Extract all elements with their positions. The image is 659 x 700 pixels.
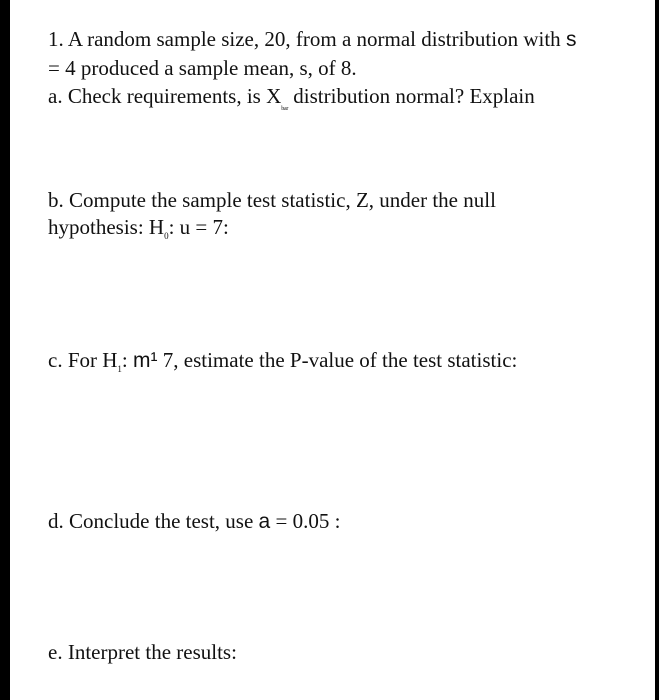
part-c-suffix: 7, estimate the P-value of the test statistic: xyxy=(157,348,518,372)
part-a-subscript: bar xyxy=(281,106,289,112)
mu-not-equal-symbol: m¹ xyxy=(133,349,158,372)
part-d-prefix: d. Conclude the test, use xyxy=(48,509,259,533)
part-a xyxy=(48,83,535,116)
part-b-line-1 xyxy=(48,187,496,214)
sigma-symbol: s xyxy=(565,28,577,51)
part-d xyxy=(48,508,340,535)
part-e xyxy=(48,639,237,666)
part-c-prefix: c. For H xyxy=(48,348,118,372)
part-b-text: b. Compute the sample test statistic, Z, under the null xyxy=(48,188,496,212)
question-line-2 xyxy=(48,55,357,82)
part-a-prefix: a. Check requirements, is X xyxy=(48,84,282,108)
part-d-suffix: = 0.05 : xyxy=(270,509,341,533)
part-c-subscript: 1 xyxy=(117,364,122,374)
document-page xyxy=(10,0,655,700)
part-b-hypothesis-suffix: : u = 7: xyxy=(168,215,229,239)
question-line-1 xyxy=(48,26,576,53)
alpha-symbol: a xyxy=(258,510,271,533)
part-c xyxy=(48,347,517,378)
part-b-subscript: 0 xyxy=(164,231,169,241)
part-c-colon: : xyxy=(121,348,134,372)
part-b-hypothesis-prefix: hypothesis: H xyxy=(48,215,165,239)
question-intro-text: 1. A random sample size, 20, from a normal distribution with xyxy=(48,27,566,51)
part-a-suffix: distribution normal? Explain xyxy=(288,84,535,108)
question-sample-mean-text: = 4 produced a sample mean, s, of 8. xyxy=(48,56,357,80)
part-e-text: e. Interpret the results: xyxy=(48,640,237,664)
part-b-line-2 xyxy=(48,214,229,245)
